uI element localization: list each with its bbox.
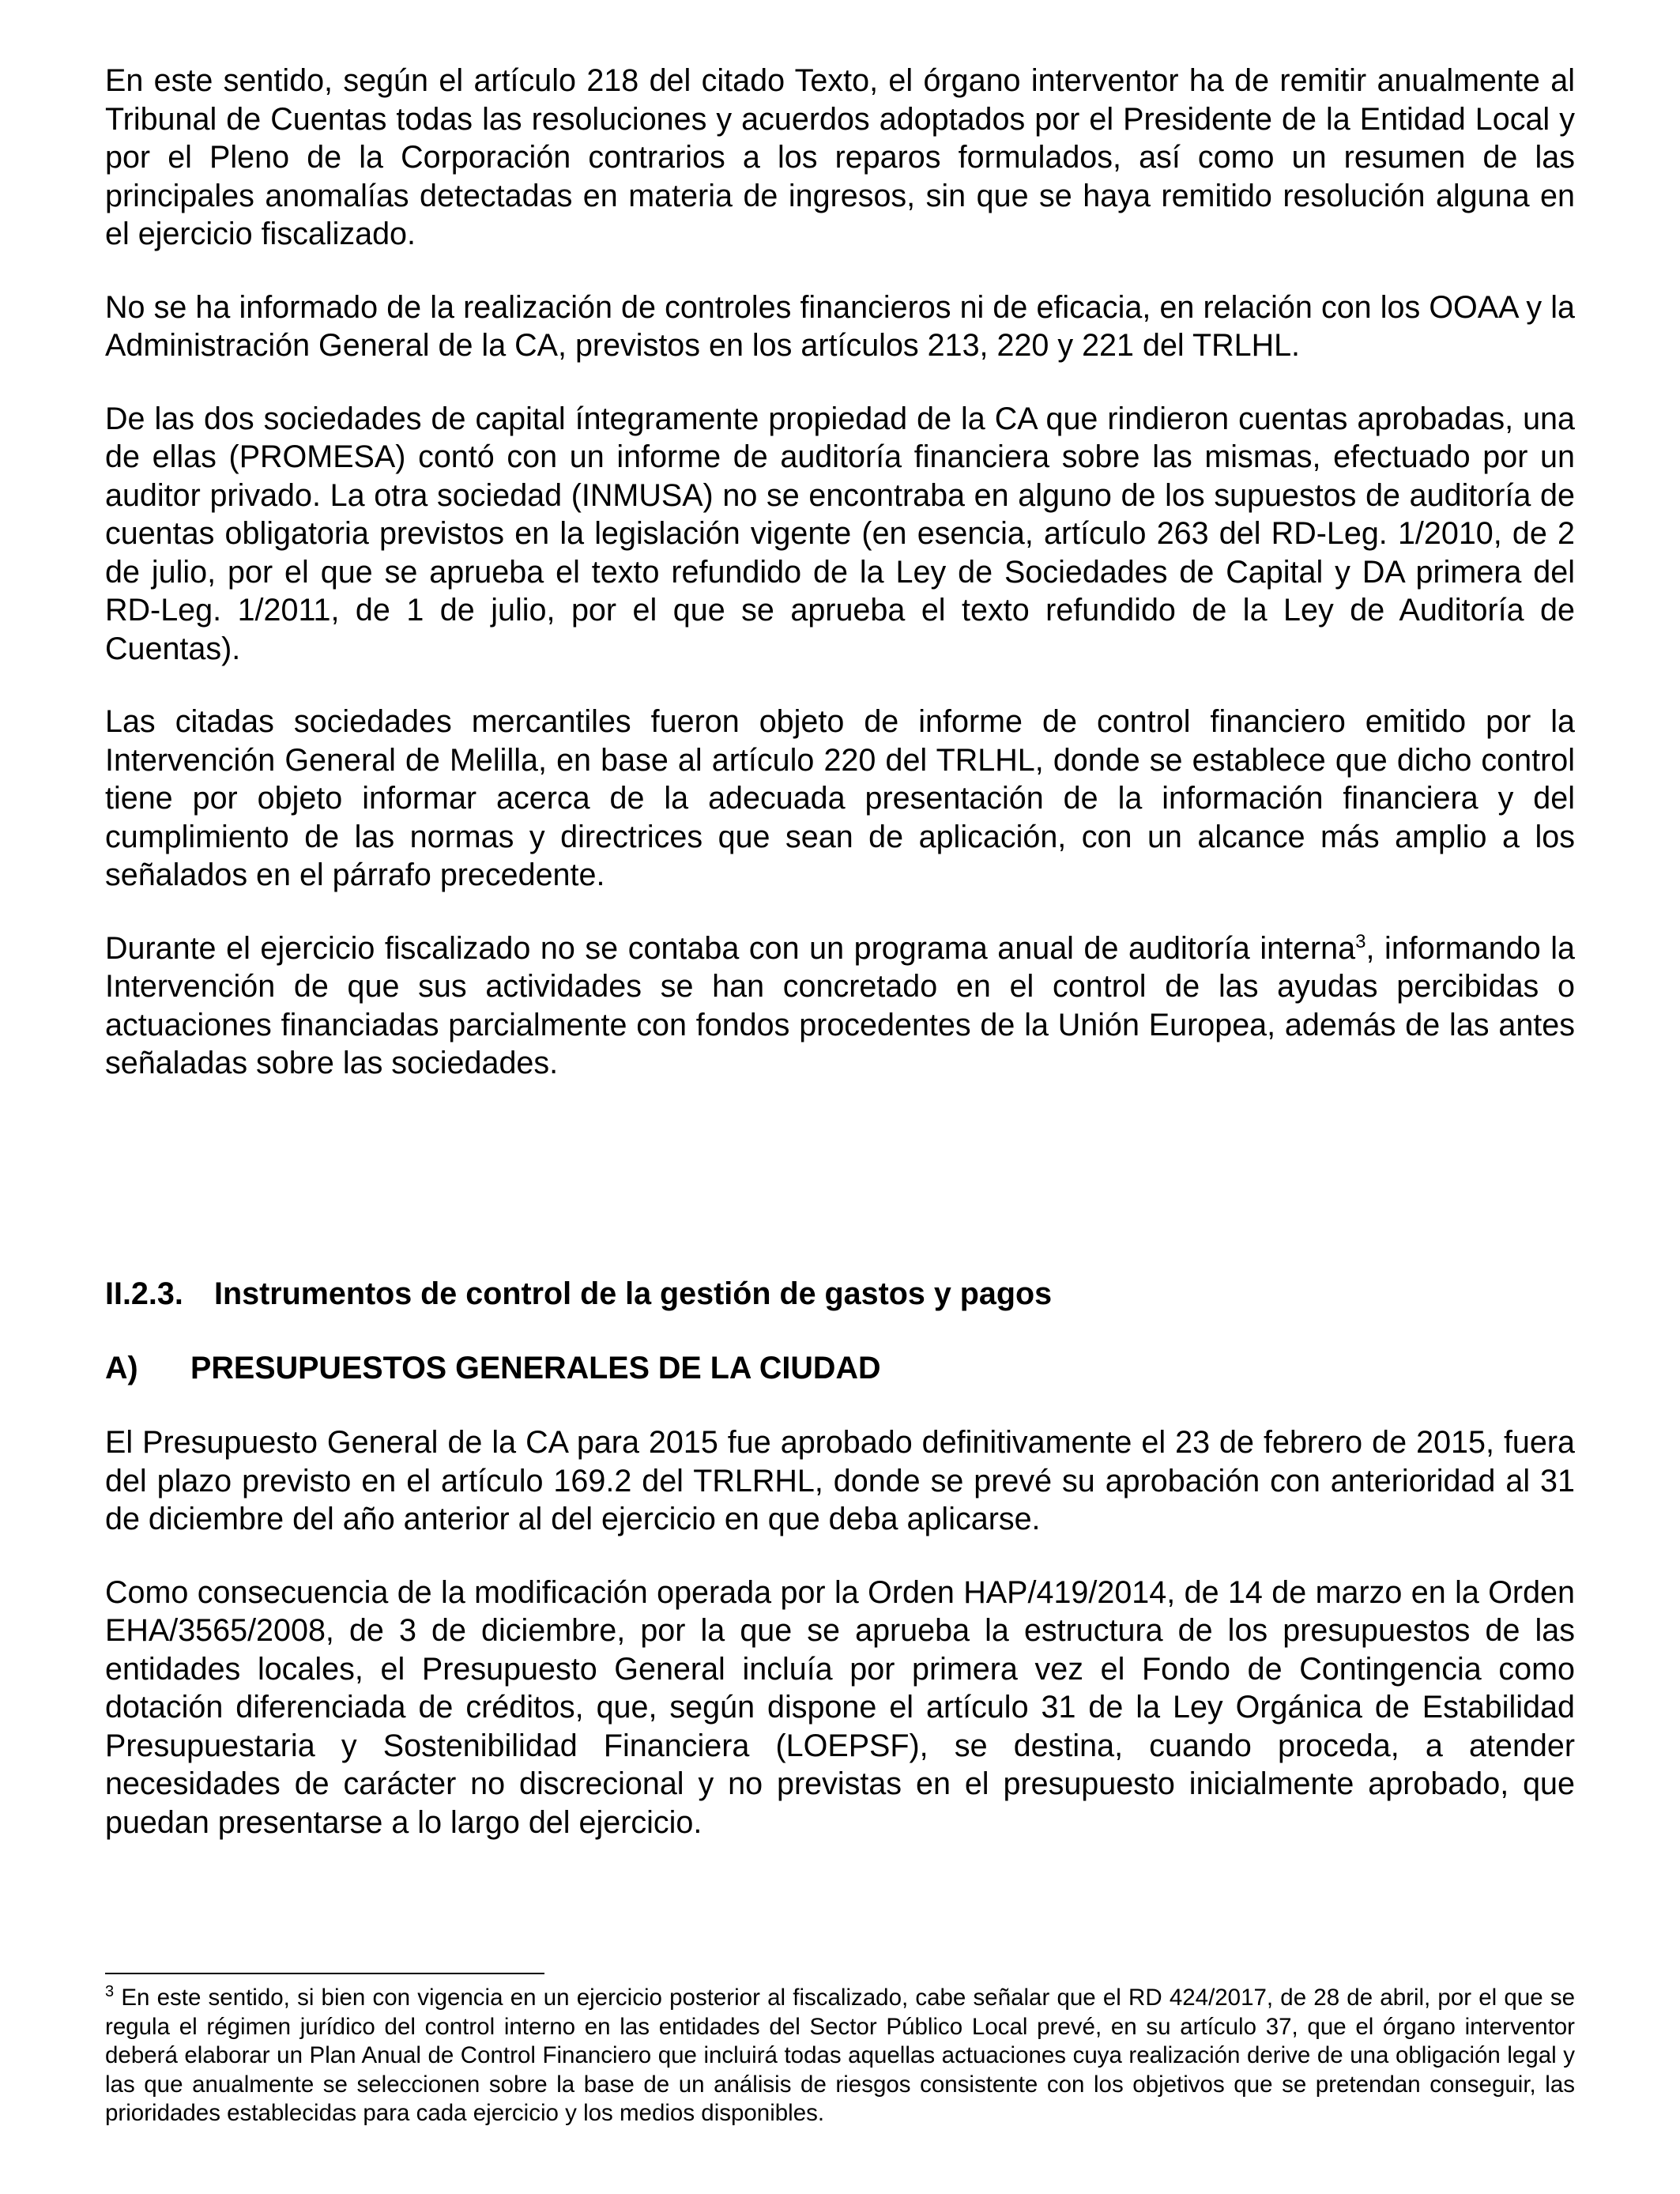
document-body-section (105, 1423, 1575, 1842)
paragraph-5-start: Durante el ejercicio fiscalizado no se contaba con un programa anual de auditoría interna (105, 930, 1356, 966)
paragraph-1: En este sentido, según el artículo 218 del citado Texto, el órgano interventor ha de remitir anualmente al Tribunal de Cuentas todas las resoluciones y acuerdos adoptados por el Presidente de la Entidad Local y por el Pleno de la Corporación contrarios a los reparos formulados, así como un resumen de las principales anomalías detectadas en materia de ingresos, sin que se haya remitido resolución alguna en el ejercicio fiscalizado. (105, 63, 1575, 251)
subsection-heading (105, 1349, 1575, 1387)
section-heading (105, 1275, 1575, 1313)
paragraph-5 (105, 929, 1575, 1083)
section-paragraph-1: El Presupuesto General de la CA para 2015 fue aprobado definitivamente el 23 de febrero de 2015, fuera del plazo previsto en el artículo 169.2 del TRLRHL, donde se prevé su aprobación con anterioridad al 31 de diciembre del año anterior al del ejercicio en que deba aplicarse. (105, 1425, 1575, 1536)
footnote (105, 1984, 1575, 2128)
footnote-separator (105, 1973, 544, 1974)
paragraph-5-end: , informando la Intervención de que sus actividades se han concretado en el control de las ayudas percibidas o actuaciones financiadas parcialmente con fondos procedentes de la Unión Europea, además de las antes señaladas sobre las sociedades. (105, 930, 1575, 1080)
footnote-reference: 3 (1355, 930, 1366, 952)
document-body-top (105, 62, 1575, 1083)
footnote-number: 3 (105, 1983, 115, 2001)
paragraph-3: De las dos sociedades de capital íntegramente propiedad de la CA que rindieron cuentas aprobadas, una de ellas (PROMESA) contó con un informe de auditoría financiera sobre las mismas, efectuado por un auditor privado. La otra sociedad (INMUSA) no se encontraba en alguno de los supuestos de auditoría de cuentas obligatoria previstos en la legislación vigente (en esencia, artículo 263 del RD-Leg. 1/2010, de 2 de julio, por el que se aprueba el texto refundido de la Ley de Sociedades de Capital y DA primera del RD-Leg. 1/2011, de 1 de julio, por el que se aprueba el texto refundido de la Ley de Auditoría de Cuentas). (105, 401, 1575, 666)
paragraph-2: No se ha informado de la realización de controles financieros ni de eficacia, en relación con los OOAA y la Administración General de la CA, previstos en los artículos 213, 220 y 221 del TRLHL. (105, 289, 1575, 363)
subsection-letter: A) (105, 1351, 138, 1385)
section-title: Instrumentos de control de la gestión de gastos y pagos (214, 1276, 1053, 1311)
section-paragraph-2: Como consecuencia de la modificación operada por la Orden HAP/419/2014, de 14 de marzo en la Orden EHA/3565/2008, de 3 de diciembre, por la que se aprueba la estructura de los presupuestos de las entidades locales, el Presupuesto General incluía por primera vez el Fondo de Contingencia como dotación diferenciada de créditos, que, según dispone el artículo 31 de la Ley Orgánica de Estabilidad Presupuestaria y Sostenibilidad Financiera (LOEPSF), se destina, cuando proceda, a atender necesidades de carácter no discrecional y no previstas en el presupuesto inicialmente aprobado, que puedan presentarse a lo largo del ejercicio. (105, 1574, 1575, 1840)
footnote-text: En este sentido, si bien con vigencia en un ejercicio posterior al fiscalizado, cabe señalar que el RD 424/2017, de 28 de abril, por el que se regula el régimen jurídico del control interno en las entidades del Sector Público Local prevé, en su artículo 37, que el órgano interventor deberá elaborar un Plan Anual de Control Financiero que incluirá todas aquellas actuaciones cuya realización derive de una obligación legal y las que anualmente se seleccionen sobre la base de un análisis de riesgos consistente con los objetivos que se pretendan conseguir, las prioridades establecidas para cada ejercicio y los medios disponibles. (105, 1985, 1575, 2126)
section-number: II.2.3. (105, 1276, 183, 1311)
paragraph-4: Las citadas sociedades mercantiles fueron objeto de informe de control financiero emitido por la Intervención General de Melilla, en base al artículo 220 del TRLHL, donde se establece que dicho control tiene por objeto informar acerca de la adecuada presentación de la información financiera y del cumplimiento de las normas y directrices que sean de aplicación, con un alcance más amplio a los señalados en el párrafo precedente. (105, 704, 1575, 892)
subsection-title: PRESUPUESTOS GENERALES DE LA CIUDAD (190, 1351, 881, 1385)
